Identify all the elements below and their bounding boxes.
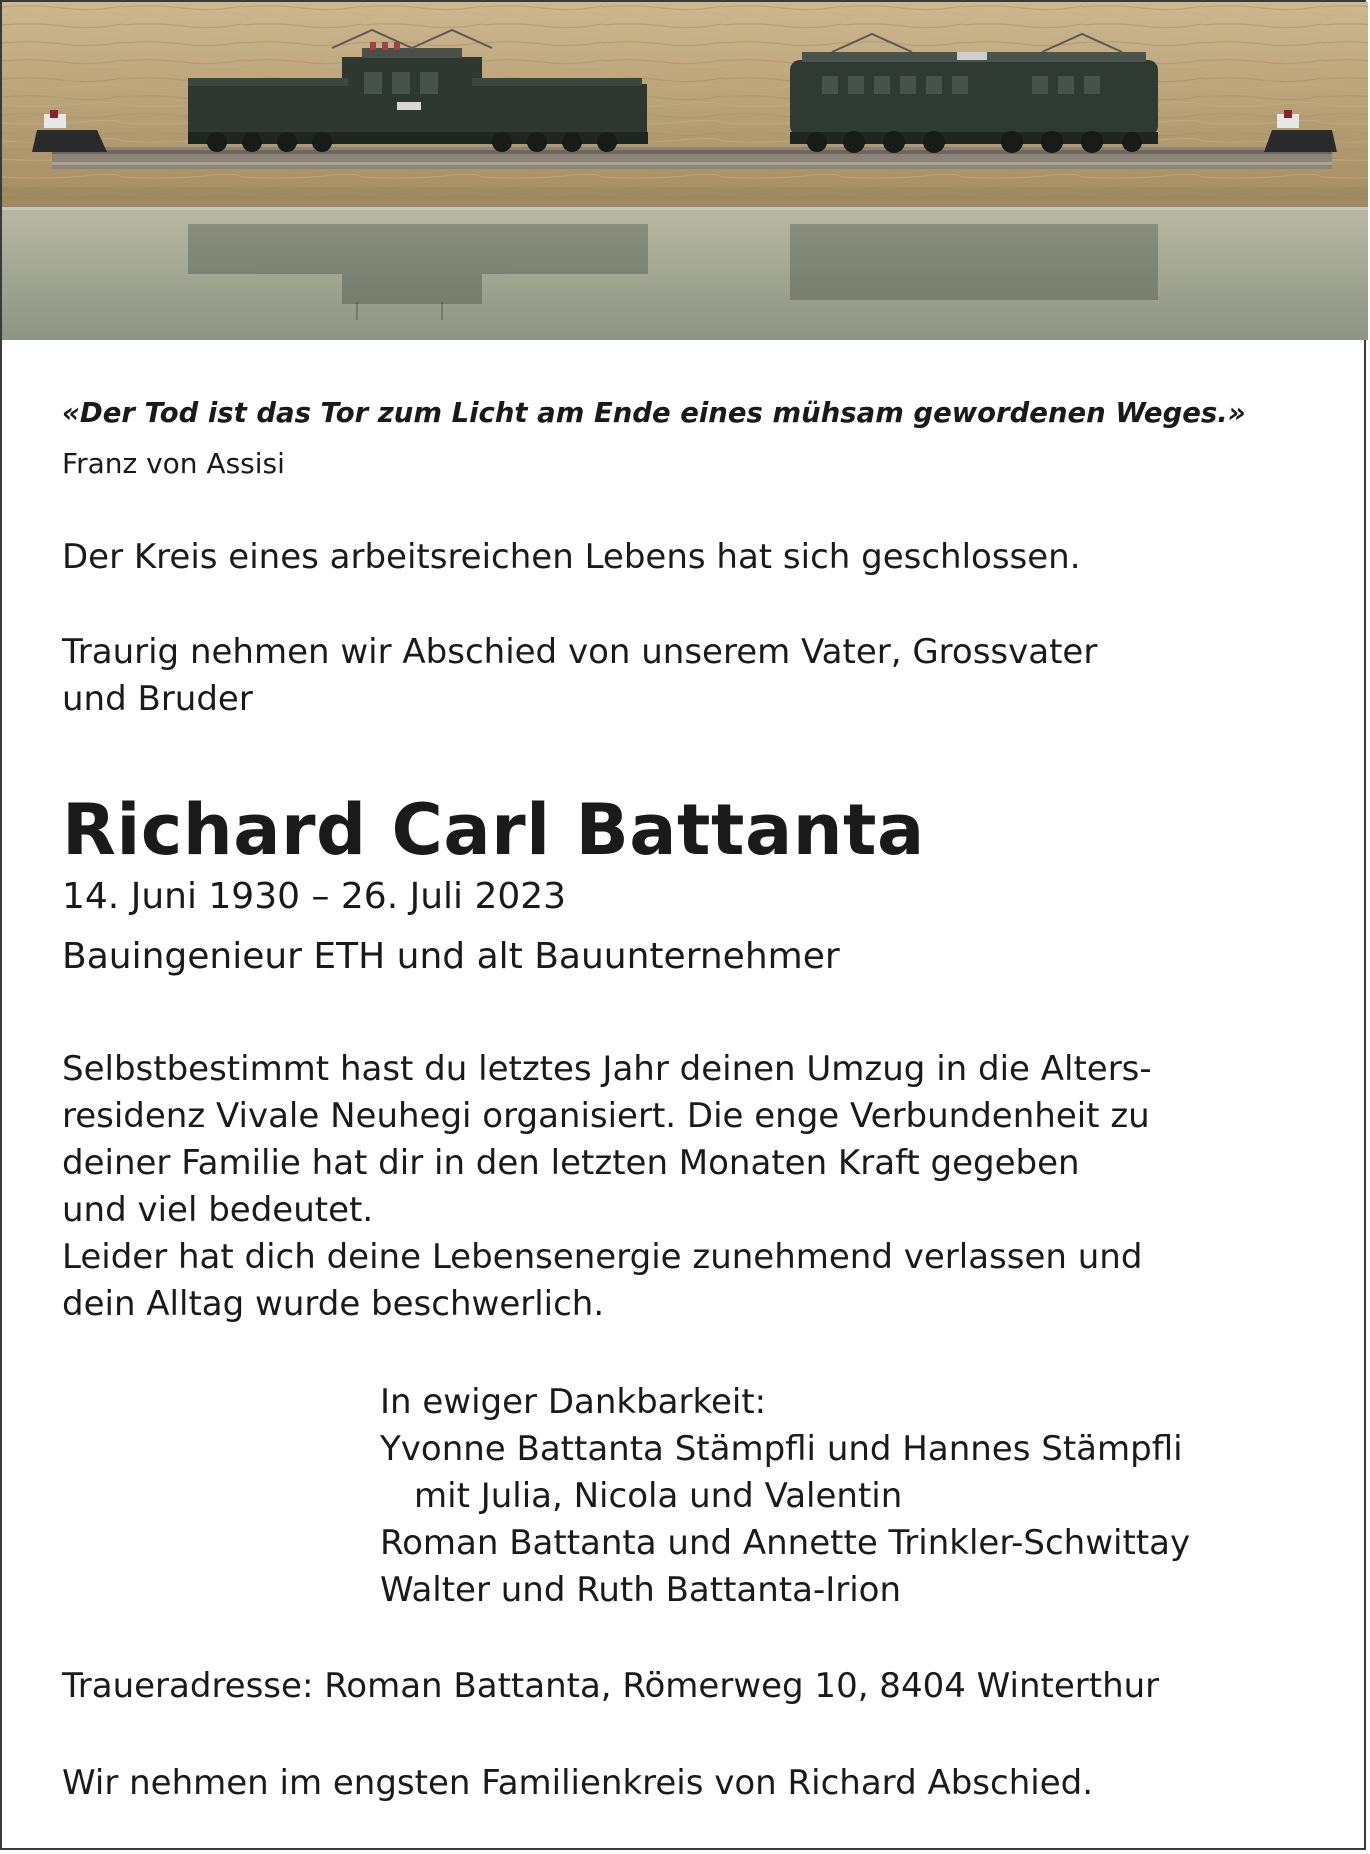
tribute-line: Leider hat dich deine Lebensenergie zunehmend verlassen und (62, 1237, 1143, 1277)
mourner-line: Roman Battanta und Annette Trinkler-Schwittay (380, 1523, 1191, 1563)
tribute-line: deiner Familie hat dir in den letzten Monaten Kraft gegeben (62, 1143, 1080, 1183)
intro-text: Der Kreis eines arbeitsreichen Lebens hat sich geschlossen. (62, 537, 1081, 577)
closing-text: Wir nehmen im engsten Familienkreis von Richard Abschied. (62, 1763, 1094, 1803)
mourners-heading: In ewiger Dankbarkeit: (380, 1382, 767, 1422)
mourner-line: Yvonne Battanta Stämpfli und Hannes Stämpfli (380, 1429, 1183, 1469)
mourner-line: Walter und Ruth Battanta-Irion (380, 1570, 902, 1610)
tribute-line: residenz Vivale Neuhegi organisiert. Die enge Verbundenheit zu (62, 1096, 1150, 1136)
farewell-line-2: und Bruder (62, 679, 253, 719)
deceased-profession: Bauingenieur ETH und alt Bauunternehmer (62, 936, 840, 977)
deceased-name: Richard Carl Battanta (62, 789, 925, 871)
quote-text: «Der Tod ist das Tor zum Licht am Ende eines mühsam gewordenen Weges.» (62, 397, 1246, 429)
mourning-address: Traueradresse: Roman Battanta, Römerweg 10, 8404 Winterthur (62, 1666, 1160, 1706)
deceased-dates: 14. Juni 1930 – 26. Juli 2023 (62, 876, 567, 917)
locomotive-photo (2, 2, 1368, 340)
mourner-line: mit Julia, Nicola und Valentin (414, 1476, 903, 1516)
tribute-line: Selbstbestimmt hast du letztes Jahr deinen Umzug in die Alters- (62, 1049, 1152, 1089)
farewell-line-1: Traurig nehmen wir Abschied von unserem Vater, Grossvater (62, 632, 1098, 672)
quote-author: Franz von Assisi (62, 447, 285, 480)
tribute-line: dein Alltag wurde beschwerlich. (62, 1284, 605, 1324)
tribute-line: und viel bedeutet. (62, 1190, 374, 1230)
